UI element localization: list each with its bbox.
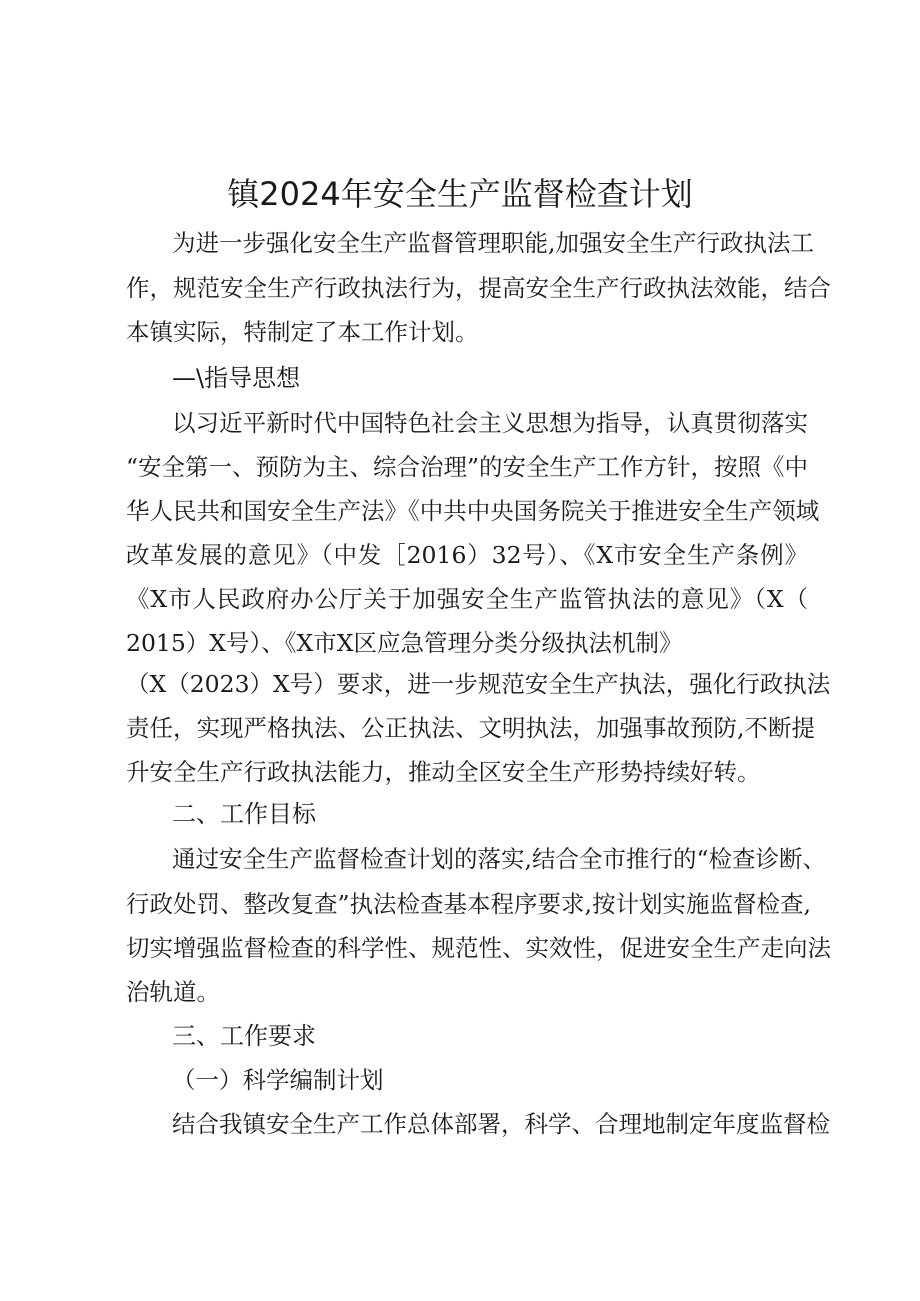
section-1-line-9: 升安全生产行政执法能力，推动全区安全生产形势持续好转。 (126, 758, 761, 786)
section-2-heading: 二、工作目标 (172, 800, 316, 828)
section-1-line-2: “安全第一、预防为主、综合治理”的安全生产工作方针，按照《中 (126, 453, 809, 481)
section-3-subheading-1: （一）科学编制计划 (172, 1066, 384, 1094)
intro-line-1: 为进一步强化安全生产监督管理职能,加强安全生产行政执法工 (172, 229, 814, 257)
section-3-heading: 三、工作要求 (172, 1022, 316, 1050)
section-1-line-5: 《X市人民政府办公厅关于加强安全生产监管执法的意见》（X（ (126, 585, 808, 613)
section-2-line-3: 切实增强监督检查的科学性、规范性、实效性，促进安全生产走向法 (126, 934, 831, 962)
section-1-line-3: 华人民共和国安全生产法》《中共中央国务院关于推进安全生产领域 (126, 497, 820, 525)
section-3-line-1: 结合我镇安全生产工作总体部署，科学、合理地制定年度监督检 (172, 1110, 830, 1138)
section-1-line-1: 以习近平新时代中国特色社会主义思想为指导，认真贯彻落实 (172, 409, 808, 437)
intro-line-3: 本镇实际，特制定了本工作计划。 (126, 318, 479, 346)
document-title: 镇2024年安全生产监督检查计划 (227, 175, 693, 213)
section-2-line-4: 治轨道。 (126, 978, 220, 1006)
section-1-heading: —\指导思想 (172, 364, 301, 392)
section-2-line-2: 行政处罚、整改复查”执法检查基本程序要求,按计划实施监督检查, (126, 890, 811, 918)
intro-line-2: 作，规范安全生产行政执法行为，提高安全生产行政执法效能，结合 (126, 274, 831, 302)
section-2-line-1: 通过安全生产监督检查计划的落实,结合全市推行的“检查诊断、 (172, 845, 826, 873)
section-1-line-6: 2015）X号）、《X市X区应急管理分类分级执法机制》 (126, 629, 683, 657)
section-1-line-4: 改革发展的意见》（中发［2016）32号）、《X市安全生产条例》 (126, 541, 808, 569)
section-1-line-7: （X（2023）X号）要求，进一步规范安全生产执法，强化行政执法 (126, 670, 831, 698)
section-1-line-8: 责任，实现严格执法、公正执法、文明执法，加强事故预防,不断提 (126, 714, 815, 742)
